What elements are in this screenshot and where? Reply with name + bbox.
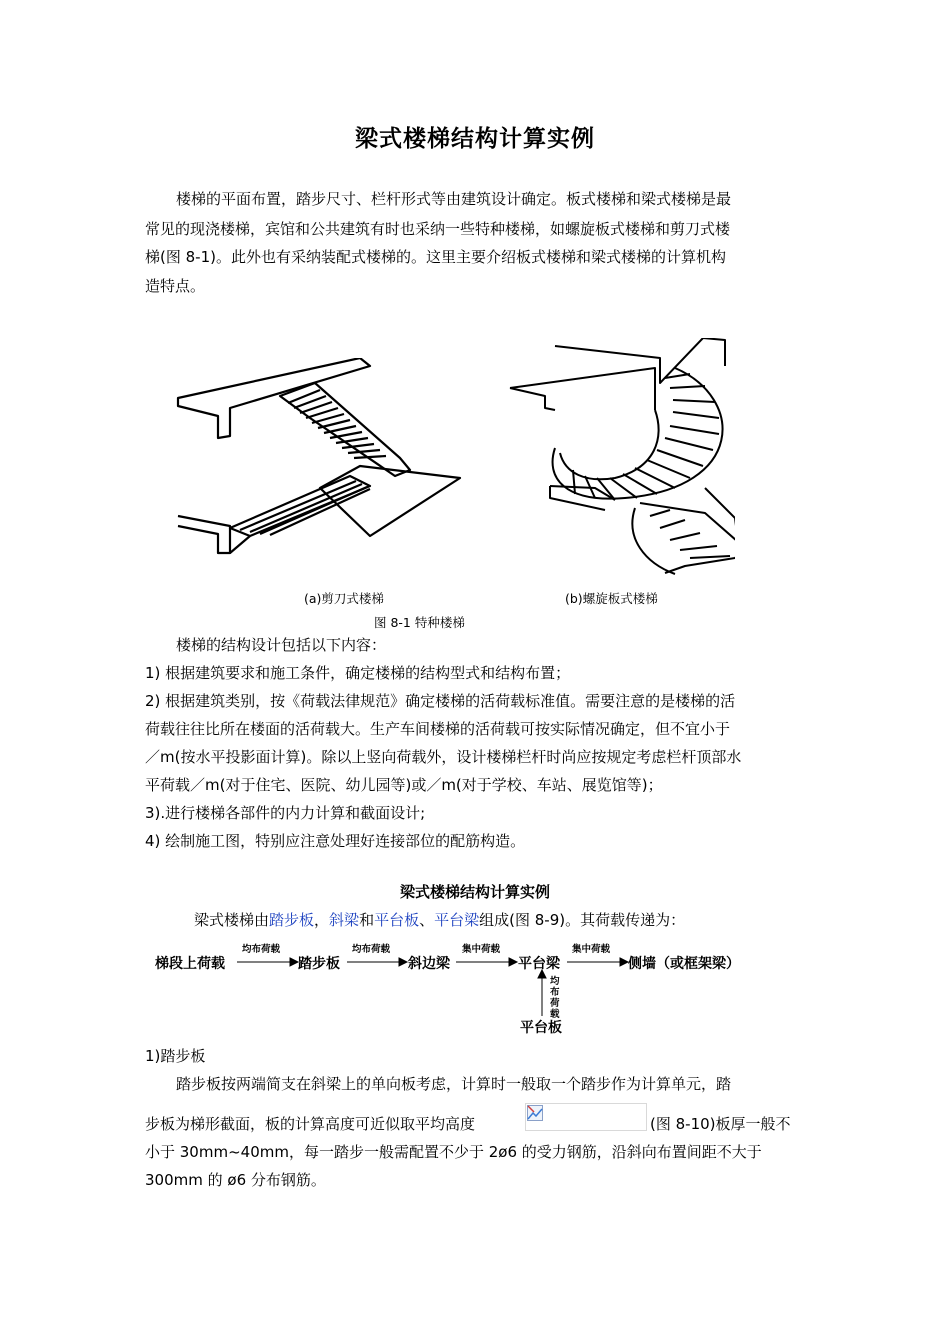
sentence-text: 和 bbox=[359, 911, 375, 929]
intro-line-2: 常见的现浇楼梯，宾馆和公共建筑有时也采纳一些特种楼梯，如螺旋板式楼梯和剪刀式楼 bbox=[145, 220, 731, 238]
link-tabuban[interactable]: 踏步板 bbox=[269, 911, 315, 929]
spiral-stair-figure bbox=[505, 338, 735, 578]
design-lead: 楼梯的结构设计包括以下内容： bbox=[176, 636, 387, 654]
vertical-arrow-char: 均 bbox=[550, 976, 560, 987]
flow-node: 侧墙（或框架梁） bbox=[628, 956, 740, 972]
subsection-line-1: 踏步板按两端简支在斜梁上的单向板考虑，计算时一般取一个踏步作为计算单元，踏 bbox=[176, 1075, 732, 1093]
flow-arrow-label: 均布荷载 bbox=[352, 944, 391, 955]
subsection-line-2-post: (图 8-10)板厚一般不 bbox=[650, 1115, 791, 1133]
section-sentence bbox=[194, 909, 685, 931]
page-title: 梁式楼梯结构计算实例 bbox=[355, 125, 595, 152]
design-item: 平荷载／m(对于住宅、医院、幼儿园等)或／m(对于学校、车站、展览馆等)； bbox=[145, 776, 663, 794]
intro-line-3: 梯(图 8-1)。此外也有采纳装配式楼梯的。这里主要介绍板式楼梯和梁式楼梯的计算机构 bbox=[145, 248, 726, 266]
vertical-arrow-char: 荷 bbox=[550, 998, 560, 1009]
intro-line-1: 楼梯的平面布置，踏步尺寸、栏杆形式等由建筑设计确定。板式楼梯和梁式楼梯是最 bbox=[176, 190, 732, 208]
figure-caption-a: (a)剪刀式楼梯 bbox=[304, 591, 384, 606]
link-pingtaiban[interactable]: 平台板 bbox=[374, 911, 420, 929]
figure-caption-b: (b)螺旋板式楼梯 bbox=[565, 591, 658, 606]
sentence-text: 梁式楼梯由 bbox=[194, 911, 270, 929]
subsection-line-2-pre: 步板为梯形截面，板的计算高度可近似取平均高度 bbox=[145, 1115, 476, 1133]
flow-node: 平台板 bbox=[520, 1020, 562, 1036]
vertical-arrow-char: 载 bbox=[550, 1009, 560, 1020]
flow-node: 踏步板 bbox=[298, 956, 340, 972]
subsection-line-4: 300mm 的 ø6 分布钢筋。 bbox=[145, 1171, 326, 1189]
flow-node: 梯段上荷载 bbox=[155, 956, 225, 972]
design-item: 4) 绘制施工图，特别应注意处理好连接部位的配筋构造。 bbox=[145, 832, 526, 850]
flow-node: 平台梁 bbox=[518, 956, 560, 972]
vertical-arrow-label bbox=[550, 975, 560, 1020]
link-xieliang[interactable]: 斜梁 bbox=[329, 911, 360, 929]
flow-arrow-label: 均布荷载 bbox=[242, 944, 281, 955]
design-item: ／m(按水平投影面计算)。除以上竖向荷载外，设计楼梯栏杆时尚应按规定考虑栏杆顶部水 bbox=[145, 748, 742, 766]
design-item: 3).进行楼梯各部件的内力计算和截面设计; bbox=[145, 804, 426, 822]
load-flow-diagram bbox=[150, 938, 770, 1038]
subsection-line-3: 小于 30mm~40mm，每一踏步一般需配置不少于 2ø6 的受力钢筋，沿斜向布置间距不大于 bbox=[145, 1143, 762, 1161]
design-item: 2) 根据建筑类别，按《荷载法律规范》确定楼梯的活荷载标准值。需要注意的是楼梯的活 bbox=[145, 692, 736, 710]
sentence-text: 、 bbox=[419, 911, 435, 929]
link-pingtailiang[interactable]: 平台梁 bbox=[434, 911, 480, 929]
design-item: 1) 根据建筑要求和施工条件，确定楼梯的结构型式和结构布置； bbox=[145, 664, 571, 682]
figure-caption: 图 8-1 特种楼梯 bbox=[374, 615, 465, 630]
design-item: 荷载往往比所在楼面的活荷载大。生产车间楼梯的活荷载可按实际情况确定，但不宜小于 bbox=[145, 720, 731, 738]
vertical-arrow-char: 布 bbox=[550, 987, 560, 998]
scissor-stair-figure bbox=[170, 358, 470, 558]
broken-image-icon bbox=[527, 1105, 543, 1121]
sentence-text: 组成(图 8-9)。其荷载传递为： bbox=[479, 911, 686, 929]
flow-node: 斜边梁 bbox=[408, 956, 450, 972]
intro-line-4: 造特点。 bbox=[145, 277, 206, 295]
flow-arrow-label: 集中荷载 bbox=[462, 944, 501, 955]
flow-arrow-label: 集中荷载 bbox=[572, 944, 611, 955]
sentence-text: ， bbox=[314, 911, 330, 929]
section-heading: 梁式楼梯结构计算实例 bbox=[399, 883, 550, 901]
broken-image-placeholder bbox=[525, 1103, 647, 1131]
subsection-heading: 1)踏步板 bbox=[145, 1047, 206, 1065]
